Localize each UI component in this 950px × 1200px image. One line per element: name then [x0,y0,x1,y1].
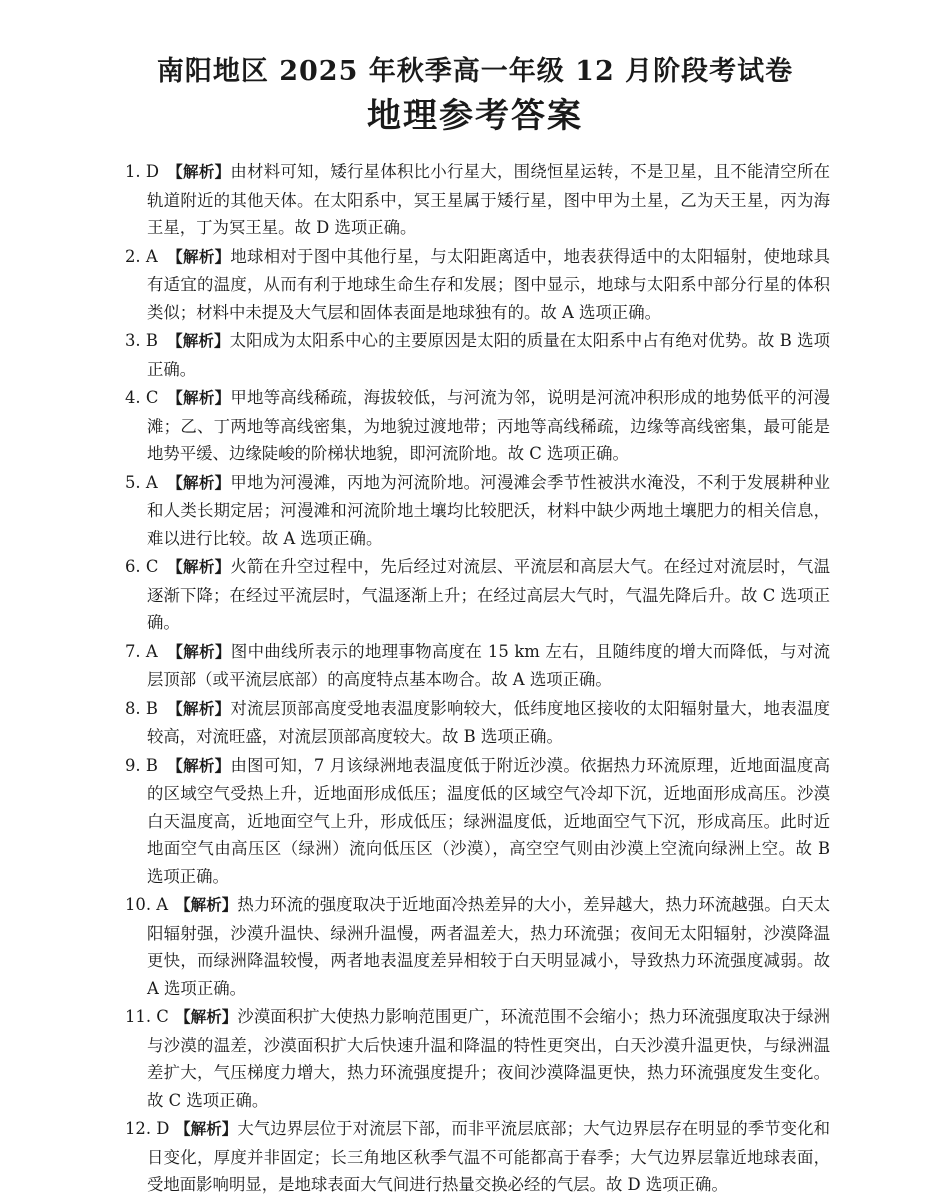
answer-text: 地球相对于图中其他行星，与太阳距离适中，地表获得适中的太阳辐射，使地球具有适宜的温度，从而有利于地球生命生存和发展；图中显示，地球与太阳系中部分行星的体积类似；材料中未提及大气层和固体表面是地球独有的。故 A 选项正确。 [147,246,830,322]
answer-number: 2. A [125,246,158,266]
answer-item-6 [125,553,830,637]
analysis-tag: 【解析】 [167,699,231,718]
analysis-tag: 【解析】 [167,332,230,350]
answer-item-5 [125,469,830,553]
analysis-tag: 【解析】 [167,558,231,576]
analysis-tag: 【解析】 [167,163,231,181]
answer-number: 11. C [125,1007,169,1026]
answer-item-7 [125,638,830,694]
answer-number: 6. C [125,557,159,576]
answer-text: 沙漠面积扩大使热力影响范围更广，环流范围不会缩小；热力环流强度取决于绿洲与沙漠的温差，沙漠面积扩大后快速升温和降温的特性更突出，白天沙漠升温更快，与绿洲温差扩大，气压梯度力增大，热力环流强度提升；夜间沙漠降温更快，热力环流强度发生变化。故 C 选项正确。 [147,1007,830,1110]
answer-text: 图中曲线所表示的地理事物高度在 15 km 左右，且随纬度的增大而降低，与对流层顶部（或平流层底部）的高度特点基本吻合。故 A 选项正确。 [147,641,830,689]
answer-item-2 [125,243,830,327]
analysis-tag: 【解析】 [167,389,231,407]
answer-number: 8. B [125,698,158,718]
analysis-tag: 【解析】 [167,247,231,266]
answer-number: 9. B [125,755,158,775]
answer-item-11 [125,1003,830,1114]
answer-item-3 [125,327,830,383]
analysis-tag: 【解析】 [167,642,231,661]
analysis-tag: 【解析】 [167,473,231,492]
answer-text: 对流层顶部高度受地表温度影响较大，低纬度地区接收的太阳辐射量大，地表温度较高，对流旺盛，对流层顶部高度较大。故 B 选项正确。 [147,698,830,746]
answer-number: 7. A [125,641,158,661]
answer-text: 太阳成为太阳系中心的主要原因是太阳的质量在太阳系中占有绝对优势。故 B 选项正确。 [147,331,830,379]
answer-number: 5. A [125,472,158,492]
answer-item-1 [125,158,830,242]
answer-text: 大气边界层位于对流层下部，而非平流层底部；大气边界层存在明显的季节变化和日变化，厚度并非固定；长三角地区秋季气温不可能都高于春季；大气边界层靠近地球表面，受地面影响明显，是地球表面大气间进行热量交换必经的气层。故 D 选项正确。 [147,1119,830,1194]
answer-number: 12. D [125,1119,170,1138]
analysis-tag: 【解析】 [175,1120,238,1138]
page-title: 地理参考答案 [367,96,583,136]
answer-number: 4. C [125,388,159,407]
answer-item-10 [125,891,830,1002]
exam-subtitle: 南阳地区 2025 年秋季高一年级 12 月阶段考试卷 [156,56,794,87]
answer-text: 由图可知，7 月该绿洲地表温度低于附近沙漠。依据热力环流原理，近地面温度高的区域空气受热上升，近地面形成低压；温度低的区域空气冷却下沉，近地面形成高压。沙漠白天温度高，近地面空气上升，形成低压；绿洲温度低，近地面空气下沉，形成高压。此时近地面空气由高压区（绿洲）流向低压区（沙漠），高空空气则由沙漠上空流向绿洲上空。故 B 选项正确。 [147,755,830,886]
answer-text: 火箭在升空过程中，先后经过对流层、平流层和高层大气。在经过对流层时，气温逐渐下降；在经过平流层时，气温逐渐上升；在经过高层大气时，气温先降后升。故 C 选项正确。 [147,557,830,632]
analysis-tag: 【解析】 [175,1008,238,1026]
answer-item-8 [125,695,830,751]
answer-text: 甲地等高线稀疏，海拔较低，与河流为邻，说明是河流冲积形成的地势低平的河漫滩；乙、丁两地等高线密集，为地貌过渡地带；丙地等高线稀疏，边缘等高线密集，最可能是地势平缓、边缘陡峻的阶梯状地貌，即河流阶地。故 C 选项正确。 [147,388,830,463]
answer-text: 甲地为河漫滩，丙地为河流阶地。河漫滩会季节性被洪水淹没，不利于发展耕种业和人类长期定居；河漫滩和河流阶地土壤均比较肥沃，材料中缺少两地土壤肥力的相关信息，难以进行比较。故 A 选项正确。 [147,472,830,548]
answer-item-12 [125,1115,830,1199]
answer-number: 10. A [125,895,169,914]
answer-text: 由材料可知，矮行星体积比小行星大，围绕恒星运转，不是卫星，且不能清空所在轨道附近的其他天体。在太阳系中，冥王星属于矮行星，图中甲为土星，乙为天王星，丙为海王星，丁为冥王星。故 D 选项正确。 [147,162,830,237]
analysis-tag: 【解析】 [167,756,231,775]
analysis-tag: 【解析】 [175,896,238,914]
answer-item-9 [125,752,830,891]
answer-number: 3. B [125,331,158,350]
answer-number: 1. D [125,162,159,181]
answer-text: 热力环流的强度取决于近地面冷热差异的大小，差异越大，热力环流越强。白天太阳辐射强，沙漠升温快、绿洲升温慢，两者温差大，热力环流强；夜间无太阳辐射，沙漠降温更快，而绿洲降温较慢，两者地表温度差异相较于白天明显减小，导致热力环流强度减弱。故 A 选项正确。 [147,895,830,998]
answer-item-4 [125,384,830,468]
answer-list [125,158,830,1200]
